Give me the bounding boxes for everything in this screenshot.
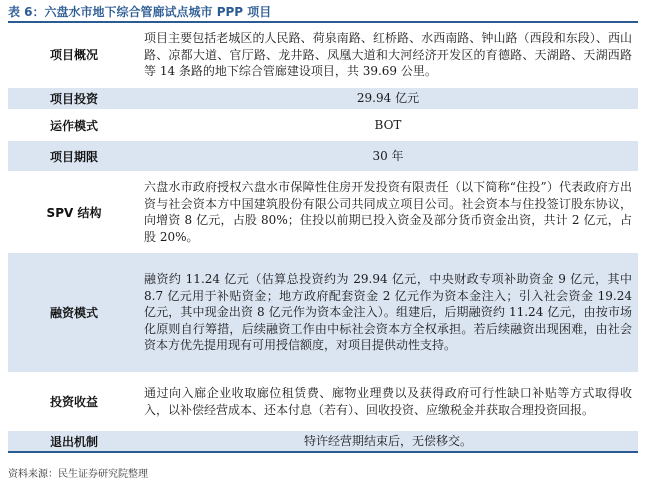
row-value: 融资约 11.24 亿元（估算总投资约为 29.94 亿元，中央财政专项补助资金 9 亿元，其中 8.7 亿元用于补贴资金；地方政府配套资金 2 亿元作为资本金注入；引入社会资金 19.24 亿元，其中现金出资 8 亿元作为资本金注入）。组建后，后期融资约 11.24 亿元，由按市场化原则自行筹措，后续融资工作由中标社会资本方全权承担。若后续融资出现困难，由社会资本方优先提用现有可用授信额度，对项目提供动性支持。 (140, 253, 638, 372)
table-row (8, 141, 638, 171)
row-label: 项目期限 (8, 141, 140, 171)
ppp-project-table (8, 23, 638, 451)
row-label: 退出机制 (8, 431, 140, 451)
row-label: 运作模式 (49, 118, 98, 133)
row-value: BOT (374, 117, 402, 132)
row-value: 项目主要包括老城区的人民路、荷泉南路、红桥路、水西南路、钟山路（西段和东段）、西山路、凉都大道、官厅路、龙井路、凤凰大道和大河经济开发区的育德路、天湖路、天湖西路等 14 条路的地下综合管廊建设项目，共 39.69 公里。 (144, 31, 632, 78)
row-label: SPV 结构 (46, 205, 102, 220)
table-row (8, 171, 638, 253)
row-label: 投资收益 (49, 395, 98, 409)
bottom-rule (8, 451, 638, 453)
row-value: 30 年 (140, 141, 638, 171)
row-label: 融资模式 (8, 253, 140, 372)
table-title: 表 6：六盘水市地下综合管廊试点城市 PPP 项目 (8, 5, 272, 19)
table-row (8, 109, 638, 141)
row-label: 项目概况 (49, 48, 98, 63)
row-value: 通过向入廊企业收取廊位租赁费、廊物业理费以及获得政府可行性缺口补贴等方式取得收入，以补偿经营成本、还本付息（若有）、回收投资、应缴税金并获取合理投资回报。 (144, 386, 632, 417)
row-value: 29.94 亿元 (140, 87, 638, 109)
table-row (8, 23, 638, 87)
table-row (8, 87, 638, 109)
row-value: 特许经营期结束后，无偿移交。 (140, 431, 638, 451)
table-row (8, 253, 638, 372)
table-row (8, 372, 638, 431)
source-note: 资料来源：民生证券研究院整理 (8, 469, 148, 480)
table-row (8, 431, 638, 451)
row-label: 项目投资 (8, 87, 140, 109)
row-value: 六盘水市政府授权六盘水市保障性住房开发投资有限责任（以下简称“住投”）代表政府方出资与社会资本方中国建筑股份有限公司共同成立项目公司。社会资本与住投签订股东协议，向增资 8 亿元，占股 80%；住投以前期已投入资金及部分货币资金出资，共计 2 亿元，占股 20%。 (144, 180, 632, 244)
